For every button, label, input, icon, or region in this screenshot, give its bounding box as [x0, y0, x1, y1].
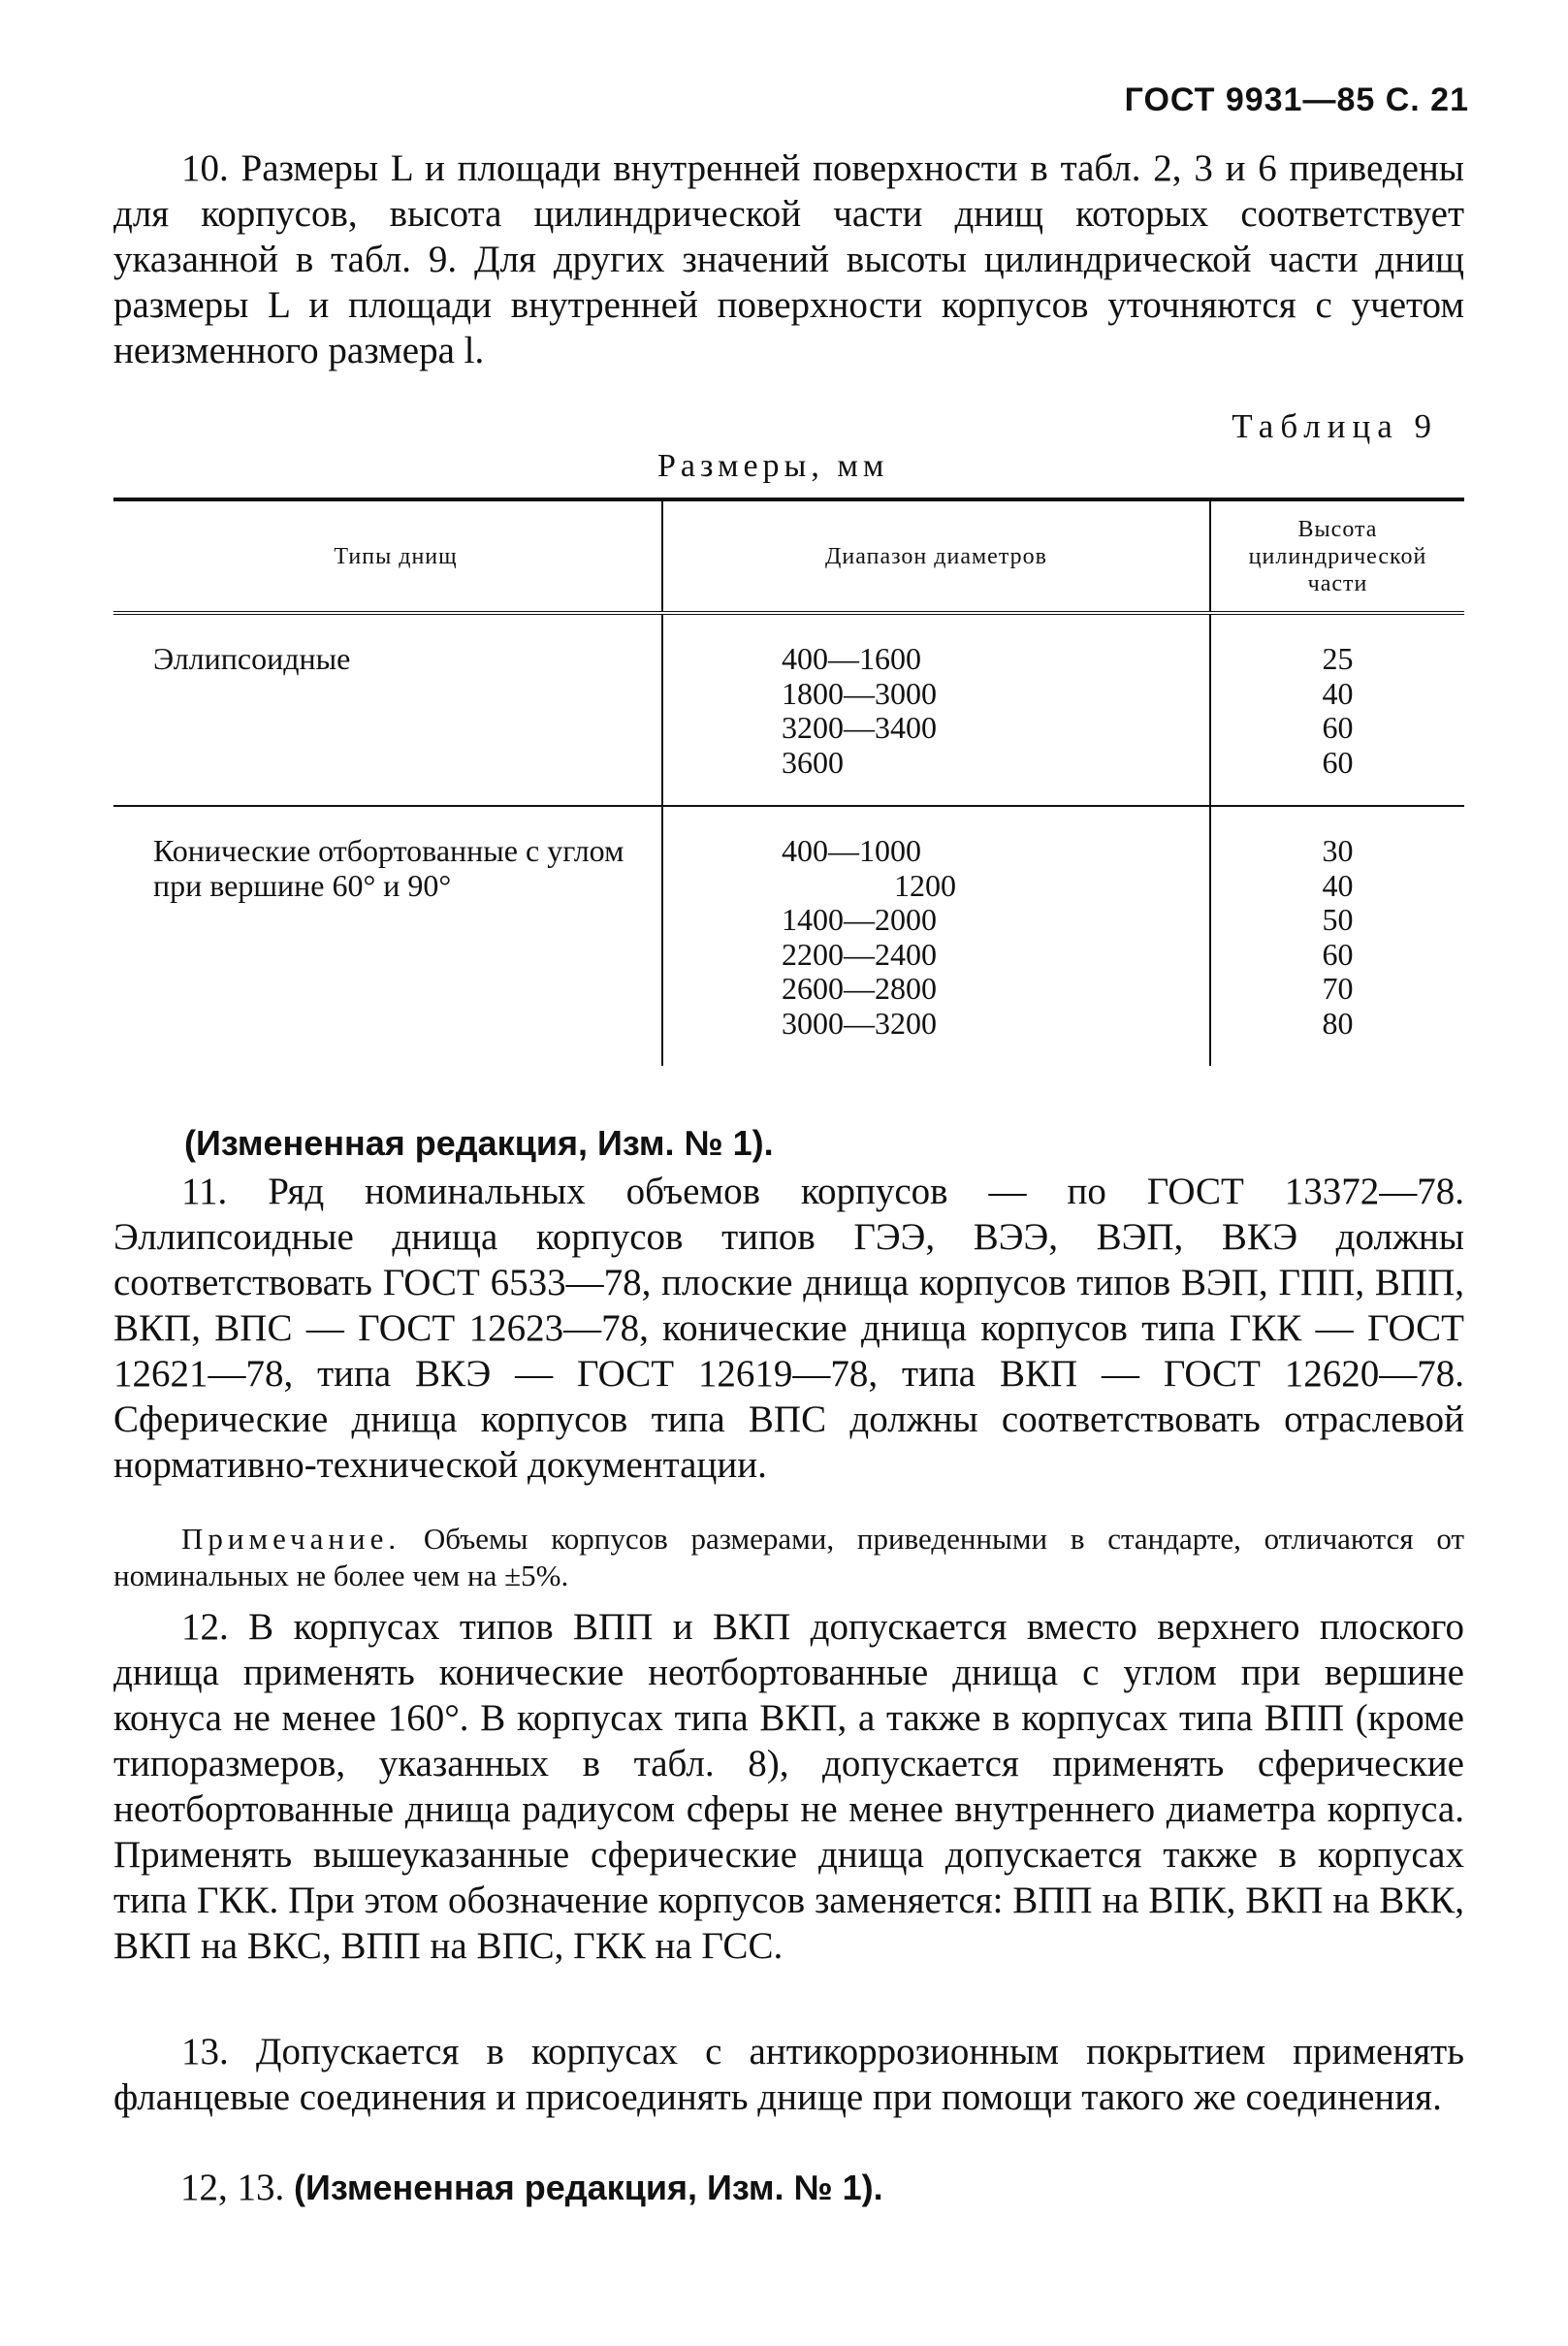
header-types: Типы днищ [113, 499, 662, 613]
table-units: Размеры, мм [657, 448, 889, 484]
height-value: 80 [1322, 1005, 1354, 1041]
table-caption: Таблица 9 [1232, 407, 1438, 445]
note [113, 1521, 1464, 1594]
header-height: Высота цилиндрической части [1210, 499, 1464, 613]
cell-type: Эллипсоидные [113, 613, 662, 806]
height-value: 50 [1322, 902, 1354, 937]
height-value: 40 [1322, 867, 1354, 903]
range-value: 400—1600 [782, 641, 921, 676]
paragraph-12: 12. В корпусах типов ВПП и ВКП допускается вместо верхнего плоского днища применять конические неотбортованные днища с углом при вершине конуса не менее 160°. В корпусах типа ВКП, а также в корпусах типа ВПП (кроме типоразмеров, указанных в табл. 8), допускается применять сферические неотбортованные днища радиусом сферы не менее внутреннего диаметра корпуса. Применять вышеуказанные сферические днища допускается также в корпусах типа ГКК. При этом обозначение корпусов заменяется: ВПП на ВПК, ВКП на ВКК, ВКП на ВКС, ВПП на ВПС, ГКК на ГСС. [113, 1606, 1464, 1967]
paragraph-11: 11. Ряд номинальных объемов корпусов — по ГОСТ 13372—78. Эллипсоидные днища корпусов типов ГЭЭ, ВЭЭ, ВЭП, ВКЭ должны соответствовать ГОСТ 6533—78, плоские днища корпусов типов ВЭП, ГПП, ВПП, ВКП, ВПС — ГОСТ 12623—78, конические днища корпусов типа ГКК — ГОСТ 12621—78, типа ВКЭ — ГОСТ 12619—78, типа ВКП — ГОСТ 12620—78. Сферические днища корпусов типа ВПС должны соответствовать отраслевой нормативно-технической документации. [113, 1171, 1464, 1486]
height-value: 30 [1322, 833, 1354, 868]
paragraph-13: 13. Допускается в корпусах с антикоррозионным покрытием применять фланцевые соединения и присоединять днище при помощи такого же соединения. [113, 2031, 1464, 2118]
amendment-prefix: 12, 13. [180, 2167, 285, 2208]
table-row [113, 613, 1464, 806]
height-value: 60 [1322, 936, 1354, 972]
table-9 [113, 498, 1464, 1066]
range-value: 1400—2000 [782, 902, 937, 937]
range-value: 3000—3200 [782, 1005, 937, 1041]
range-value: 1800—3000 [782, 675, 937, 711]
paragraph-10: 10. Размеры L и площади внутренней поверхности в табл. 2, 3 и 6 приведены для корпусов, высота цилиндрической части днищ которых соответствует указанной в табл. 9. Для других значений высоты цилиндрической части днищ размеры L и площади внутренней поверхности корпусов уточняются с учетом неизменного размера l. [113, 147, 1464, 371]
table-header-row [113, 499, 1464, 613]
cell-heights [1210, 613, 1464, 806]
note-text: Объемы корпусов размерами, приведенными в стандарте, отличаются от номинальных не более чем на ±5%. [113, 1522, 1465, 1592]
amendment-note: (Измененная редакция, Изм. № 1). [184, 1123, 774, 1163]
range-value: 1200 [894, 867, 956, 903]
height-value: 40 [1322, 675, 1354, 711]
height-value: 60 [1322, 744, 1354, 780]
cell-ranges [662, 613, 1210, 806]
height-value: 60 [1322, 710, 1354, 745]
table-row [113, 806, 1464, 1066]
range-value: 400—1000 [782, 833, 921, 868]
note-label: Примечание. [181, 1522, 401, 1556]
cell-heights [1210, 806, 1464, 1066]
range-value: 3200—3400 [782, 710, 937, 745]
height-value: 25 [1322, 641, 1354, 676]
cell-type: Конические отбортованные с углом при вершине 60° и 90° [153, 833, 624, 903]
height-value: 70 [1322, 971, 1354, 1006]
amendment-note-2 [180, 2166, 883, 2209]
range-value: 3600 [782, 744, 844, 780]
amendment-text: (Измененная редакция, Изм. № 1). [294, 2168, 883, 2207]
cell-ranges [662, 806, 1210, 1066]
running-head: ГОСТ 9931—85 С. 21 [1124, 81, 1469, 118]
header-diameters: Диапазон диаметров [662, 499, 1210, 613]
range-value: 2600—2800 [782, 971, 937, 1006]
range-value: 2200—2400 [782, 936, 937, 972]
